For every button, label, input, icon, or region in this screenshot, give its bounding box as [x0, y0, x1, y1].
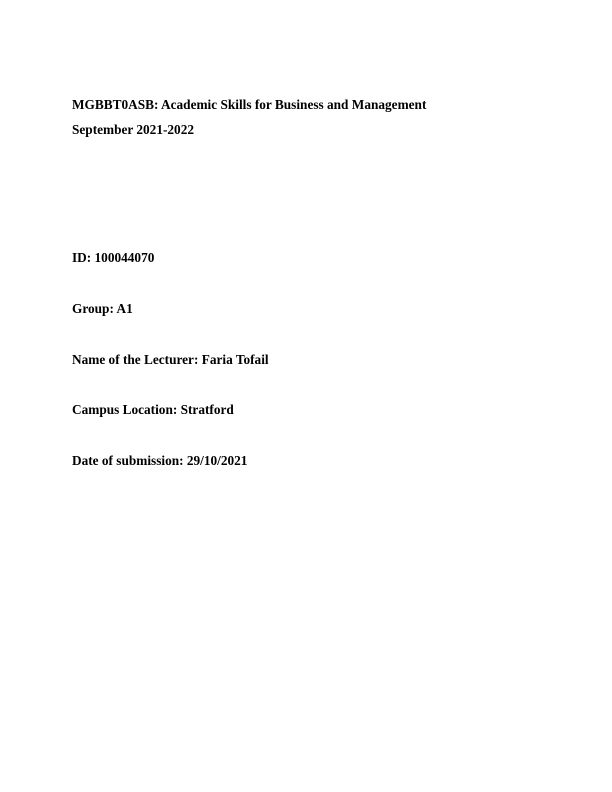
- student-id: ID: 100044070: [72, 250, 155, 265]
- academic-term: September 2021-2022: [72, 122, 194, 137]
- course-title: MGBBT0ASB: Academic Skills for Business and Management: [72, 97, 427, 112]
- campus-location: Campus Location: Stratford: [72, 402, 234, 417]
- submission-date: Date of submission: 29/10/2021: [72, 453, 248, 468]
- group: Group: A1: [72, 301, 133, 316]
- lecturer-name: Name of the Lecturer: Faria Tofail: [72, 352, 269, 367]
